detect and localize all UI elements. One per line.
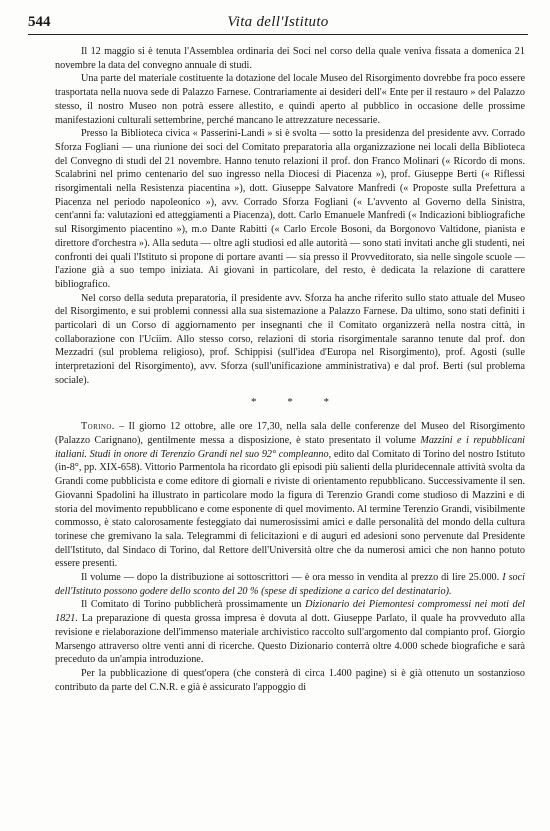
- volume-price-text: Il volume — dopo la distribuzione ai sottoscrittori — è ora messo in vendita al prezzo di lire 25.000.: [81, 572, 503, 584]
- torino-text-2: edito dal Comitato di Torino del nostro Istituto (in-8°, pp. XIX-658). Vittorio Parmentola ha ricordato gli episodi più salienti della pluridecennale attività svolta da Grandi come pubblicista e come editore di giornali e riviste di orientamento repubblicano. Successivamente il sen. Giovanni Spadolini ha illustrato in particolare modo la figura di Terenzio Grandi come studioso di Mazzini e di storia del movimento repubblicano e come esponente di quel movimento. Al termine Terenzio Grandi, visibilmente commosso, è stato calorosamente festeggiato dai numerosissimi amici e dalle personalità del mondo della cultura torinese che gremivano la sala. Telegrammi di felicitazioni e di auguri ed adesioni sono pervenute dal Presidente dell'Istituto, dal Sindaco di Torino, dal Rettore dell'Università oltre che da numerosi amici che non hanno potuto essere presenti.: [55, 448, 525, 570]
- paragraph-biblioteca: Presso la Biblioteca civica « Passerini-Landi » si è svolta — sotto la presidenza del presidente avv. Corrado Sforza Fogliani — una riunione dei soci del Comitato preparatoria alla organizzazione nei locali della Biblioteca del Convegno di studi del 21 novembre. Hanno tenuto relazioni il prof. don Franco Molinari (« Ricordo di mons. Scalabrini nel primo centenario del suo ingresso nella Diocesi di Piacenza »), prof. Giuseppe Berti (« Riflessi risorgimentali nella Resistenza piacentina »), dott. Giuseppe Salvatore Manfredi (« Proposte sulla Prefettura a Piacenza nel periodo napoleonico »), avv. Corrado Sforza Fogliani (« L'avvento al Governo della Sinistra, cent'anni fa: valutazioni ed atteggiamenti a Piacenza), dott. Carlo Emanuele Manfredi (« Indicazioni bibliografiche sul Risorgimento piacentino »), m.o Dante Rabitti (« Carlo Ercole Bosoni, da Borgonovo Valtidone, pianista e direttore d'orchestra »). Alla seduta — oltre agli studiosi ed alle autorità — sono stati invitati anche gli studenti, nei confronti dei quali l'Istituto si propone di portare avanti — sia presso il Provveditorato, sia nelle singole scuole — l'azione già a suo tempo iniziata. Ai giovani in particolare, del resto, è dedicata la relazione di carattere bibliografico.: [55, 128, 525, 290]
- dizionario-title: Dizionario dei Piemontesi compromessi nei moti del 1821.: [55, 599, 525, 625]
- city-heading: Torino.: [81, 421, 115, 433]
- article-body: [55, 45, 525, 694]
- paragraph-torino: [55, 420, 525, 571]
- paragraph-pubblicazione: Per la pubblicazione di quest'opera (che consterà di circa 1.400 pagine) si è già ottenuto un sostanzioso contributo da parte del C.N.R. e già è assicurato l'appoggio di: [55, 667, 525, 693]
- paragraph-seduta: Nel corso della seduta preparatoria, il presidente avv. Sforza ha anche riferito sullo stato attuale del Museo del Risorgimento, e sui problemi connessi alla sua sistemazione a Palazzo Farnese. Da ultimo, sono stati definiti i particolari di un Corso di aggiornamento per insegnanti che il Comitato organizzerà nella nostra città, in collaborazione con l'Uciim. Allo stesso corso, relazioni di storia risorgimentale saranno tenute dal prof. don Mezzadri (sul problema religioso), prof. Schippisi (sull'idea d'Europa nel Risorgimento), prof. Agosti (sulle interpretazioni del Risorgimento), avv. Sforza (sull'unificazione amministrativa) e dal prof. Berti (sul problema sociale).: [55, 292, 525, 386]
- paragraph-volume-price: [55, 571, 525, 598]
- paragraph-assemblea: Il 12 maggio si è tenuta l'Assemblea ordinaria dei Soci nel corso della quale veniva fissata a domenica 21 novembre la data del convegno annuale di studi.: [55, 46, 525, 71]
- section-separator: * * *: [251, 395, 343, 408]
- page-header: [28, 12, 528, 35]
- torino-text-1: – Il giorno 12 ottobre, alle ore 17,30, nella sala delle conferenze del Museo del Risorgimento (Palazzo Carignano), gentilmente messa a disposizione, è stato presentato il volume: [55, 421, 525, 446]
- paragraph-museo: Una parte del materiale costituente la dotazione del locale Museo del Risorgimento dovrebbe fra poco essere trasportata nella nuova sede di Palazzo Farnese. Contrariamente ai desideri dell'« Ente per il restauro » del Palazzo stesso, il nostro Museo non potrà essere allestito, e quindi aperto al pubblico in occasione delle prossime manifestazioni culturali settembrine, perché mancano le attrezzature necessarie.: [55, 73, 525, 126]
- paragraph-dizionario: [55, 598, 525, 667]
- dizionario-text-2: La preparazione di questa grossa impresa è dovuta al dott. Giuseppe Parlato, il quale ha provveduto alla revisione e rielaborazione dell'immenso materiale archivistico raccolto sull'argomento dal compianto prof. Giorgio Marsengo attraverso oltre venti anni di ricerche. Questo Dizionario conterrà oltre 4.000 schede biografiche e sarà preceduto da un'ampia introduzione.: [55, 613, 525, 666]
- member-discount-note: I soci dell'Istituto possono godere dello sconto del 20 % (spese di spedizione a carico del destinatario).: [55, 572, 525, 597]
- running-title: Vita dell'Istituto: [227, 14, 329, 30]
- dizionario-text-1: Il Comitato di Torino pubblicherà prossimamente un: [81, 599, 306, 611]
- book-title: Mazzini e i repubblicani italiani. Studi in onore di Terenzio Grandi nel suo 92° compleanno,: [55, 434, 526, 460]
- page-number: 544: [28, 14, 51, 30]
